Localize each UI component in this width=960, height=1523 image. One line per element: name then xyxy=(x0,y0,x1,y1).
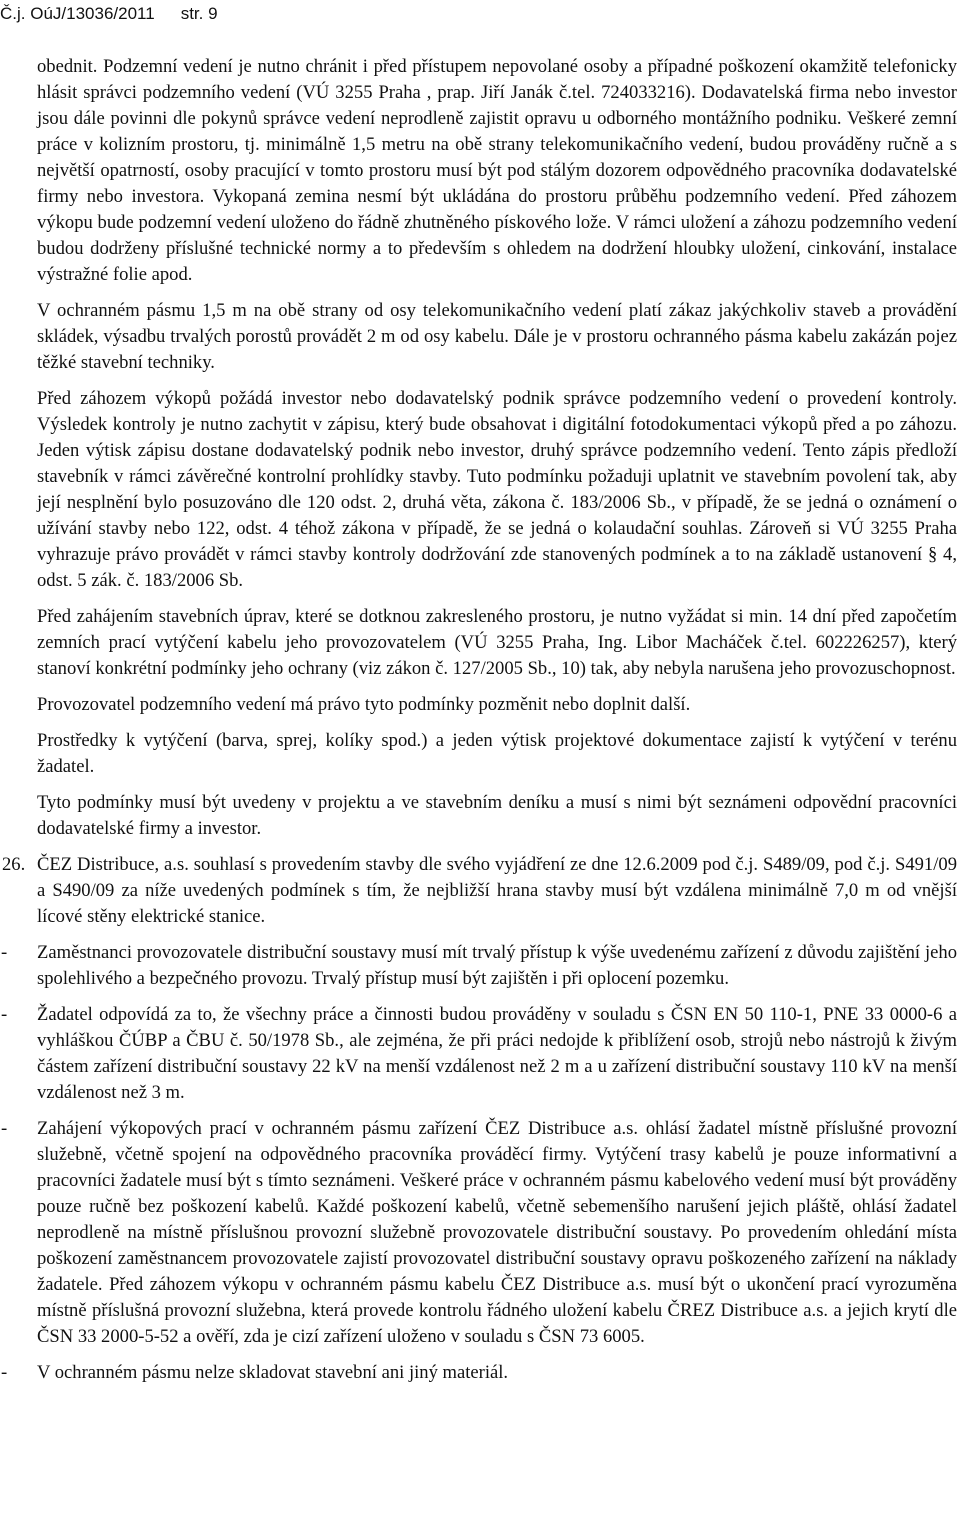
bullet-text: Zaměstnanci provozovatele distribuční soustavy musí mít trvalý přístup k výše uvedenému zařízení z důvodu zajištění jeho spolehlivého a bezpečného provozu. Trvalý přístup musí být zajištěn i při oplocení pozemku. xyxy=(37,942,957,989)
bullet-item xyxy=(1,1002,957,1106)
bullet-text: Zahájení výkopových prací v ochranném pásmu zařízení ČEZ Distribuce a.s. ohlásí žadatel místně příslušné provozní služebně, včetně spojení na odpovědného pracovníka prováděcí firmy. Vytýčení trasy kabelů je pouze informativní a pracovníci žadatele musí být s tímto seznámeni. Veškeré práce v ochranném pásmu kabelového vedení musí být prováděny pouze ručně bez poškození kabelů. Každé poškození kabelů, včetně sebemenšího narušení jejich pláště, ohlásí žadatel neprodleně na místně příslušnou provozní služebně provozovatele distribuční soustavy. Po provedením ohledání místa poškození zaměstnancem provozovatele zajistí provozovatel distribuční soustavy opravu poškozeného zařízení na náklady žadatele. Před záhozem výkopu v ochranném pásmu kabelu ČEZ Distribuce a.s. musí být o ukončení prací vyrozuměna místně příslušná provozní služebna, která provede kontrolu řádného uložení kabelu ČREZ Distribuce a.s. a jejich krytí dle ČSN 33 2000-5-52 a ověří, zda je cizí zařízení uloženo v souladu s ČSN 73 6005. xyxy=(37,1118,957,1347)
numbered-item-26 xyxy=(2,852,957,930)
paragraph-cable-protection: obednit. Podzemní vedení je nutno chránit i před přístupem nepovolané osoby a případné poškození okamžitě telefonicky hlásit správci podzemního vedení (VÚ 3255 Praha , prap. Jiří Janák č.tel. 724033216). Dodavatelská firma nebo investor jsou dále povinni dle pokynů správce vedení neprodleně zajistit opravu u odborného montážního podniku. Veškeré zemní práce v kolizním prostoru, tj. minimálně 1,5 metru na obě strany telekomunikačního vedení, budou prováděny ručně a s největší opatrností, osoby pracující v tomto prostoru musí být pod stálým dozorem odpovědného pracovníka dodavatelské firmy nebo investora. Vykopaná zemina nesmí být ukládána do prostoru průběhu podzemního vedení. Před záhozem výkopu bude podzemní vedení uloženo do řádně zhutněného pískového lože. V rámci uložení a záhozu podzemního vedení budou dodrženy příslušné technické normy a to především s ohledem na dodržení hloubky uložení, cinkování, instalace výstražné folie apod. xyxy=(37,56,957,285)
bullet-text: Žadatel odpovídá za to, že všechny práce a činnosti budou prováděny v souladu s ČSN EN 50 110-1, PNE 33 0000-6 a vyhláškou ČÚBP a ČBU č. 50/1978 Sb., ale zejména, že při práci nedojde k přiblížení osob, strojů nebo nástrojů k živým částem zařízení distribuční soustavy 22 kV na menší vzdálenost než 2 m a u zařízení distribuční soustavy 110 kV na menší vzdálenost než 3 m. xyxy=(37,1004,957,1103)
bullet-item xyxy=(1,1360,957,1386)
item-number: 26. xyxy=(2,854,26,875)
bullet-item xyxy=(1,1116,957,1350)
paragraph-inspection: Před záhozem výkopů požádá investor nebo dodavatelský podnik správce podzemního vedení o provedení kontroly. Výsledek kontroly je nutno zachytit v zápisu, který bude obsahovat i digitální fotodokumentaci výkopů před a po záhozu. Jeden výtisk zápisu dostane dodavatelský podnik nebo investor, druhý správce podzemního vedení. Tento zápis předloží stavebník v rámci závěrečné kontrolní prohlídky stavby. Tuto podmínku požaduji uplatnit ve stavebním povolení tak, aby její nesplnění bylo posuzováno dle 120 odst. 2, druhá věta, zákona č. 183/2006 Sb., v případě, že se jedná o oznámení o užívání stavby nebo 122, odst. 4 téhož zákona v případě, že se jedná o kolaudační souhlas. Zároveň si VÚ 3255 Praha vyhrazuje právo provádět v rámci stavby kontroly dodržování zde stanovených podmínek a to na základě ustanovení § 4, odst. 5 zák. č. 183/2006 Sb. xyxy=(37,388,957,591)
bullet-dash: - xyxy=(1,1118,8,1139)
bullet-item xyxy=(1,940,957,992)
document-reference: Č.j. OúJ/13036/2011 xyxy=(0,4,155,23)
item-text: ČEZ Distribuce, a.s. souhlasí s provedením stavby dle svého vyjádření ze dne 12.6.2009 pod č.j. S489/09, pod č.j. S491/09 a S490/09 za níže uvedených podmínek s tím, že nejbližší hrana stavby musí být vzdálena minimálně 7,0 m od vnější lícové stěny elektrické stanice. xyxy=(37,854,957,927)
page-number: str. 9 xyxy=(180,4,218,23)
paragraph-marking-means: Prostředky k vytýčení (barva, sprej, kolíky spod.) a jeden výtisk projektové dokumentace zajistí k vytýčení v terénu žadatel. xyxy=(37,730,957,777)
document-body xyxy=(1,54,957,1396)
bullet-text: V ochranném pásmu nelze skladovat stavební ani jiný materiál. xyxy=(37,1362,509,1383)
paragraph-operator-rights: Provozovatel podzemního vedení má právo tyto podmínky pozměnit nebo doplnit další. xyxy=(37,694,691,715)
paragraph-protection-zone: V ochranném pásmu 1,5 m na obě strany od osy telekomunikačního vedení platí zákaz jakýchkoliv staveb a provádění skládek, výsadbu trvalých porostů provádět 2 m od osy kabelu. Dále je v prostoru ochranného pásma kabelu zakázán pojez těžké stavební techniky. xyxy=(37,300,957,373)
page-header xyxy=(0,4,218,24)
paragraph-project-conditions: Tyto podmínky musí být uvedeny v projektu a ve stavebním deníku a musí s nimi být seznámeni odpovědní pracovníci dodavatelské firmy a investor. xyxy=(37,792,957,839)
bullet-dash: - xyxy=(1,1004,8,1025)
paragraph-cable-marking: Před zahájením stavebních úprav, které se dotknou zakresleného prostoru, je nutno vyžádat si min. 14 dní před započetím zemních prací vytýčení kabelu jeho provozovatelem (VÚ 3255 Praha, Ing. Libor Macháček č.tel. 602226257), který stanoví konkrétní podmínky jeho ochrany (viz zákon č. 127/2005 Sb., 10) tak, aby nebyla narušena jeho provozuschopnost. xyxy=(37,606,957,679)
bullet-dash: - xyxy=(1,942,8,963)
bullet-dash: - xyxy=(1,1362,8,1383)
